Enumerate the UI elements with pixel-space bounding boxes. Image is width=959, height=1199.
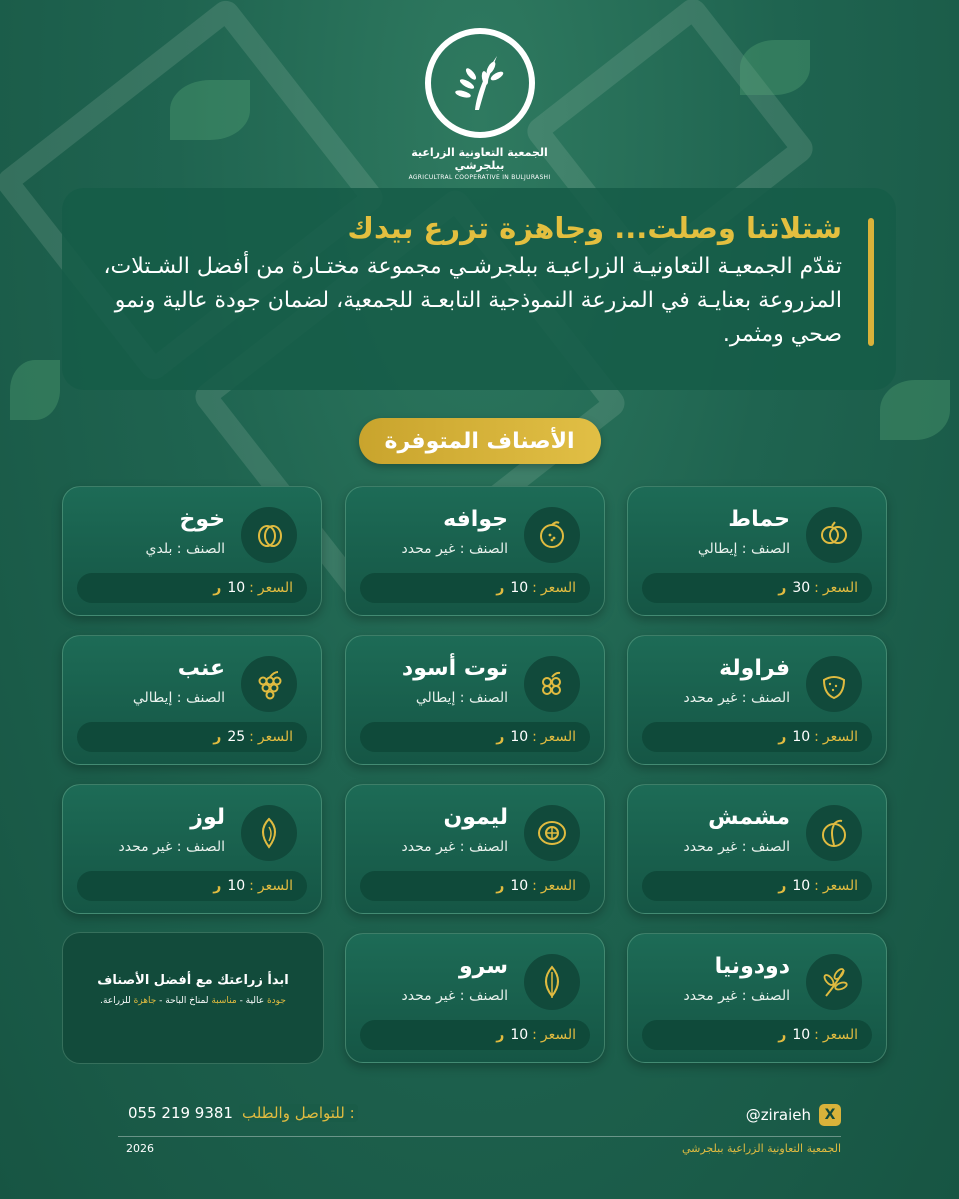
price-separator: : [249,729,254,745]
product-card[interactable] [345,486,605,616]
type-value: بلدي [145,541,173,557]
product-card[interactable] [345,784,605,914]
price-bar [77,871,307,901]
strawberry-icon [806,656,862,712]
type-label: الصنف [468,988,508,1004]
type-value: غير محدد [401,988,456,1004]
type-value: إيطالي [697,541,738,557]
promo-word: جودة [266,996,286,1006]
product-card[interactable] [627,933,887,1063]
price-separator: : [532,1027,537,1043]
product-card[interactable] [62,486,322,616]
lemon-icon [524,805,580,861]
product-card[interactable] [62,635,322,765]
type-label: الصنف [750,839,790,855]
riyal-icon: ر [496,878,505,894]
price-label: السعر [822,729,858,745]
type-value: إيطالي [415,690,456,706]
product-card[interactable] [345,933,605,1063]
price-value: 10 [510,878,529,894]
product-name: خوخ [179,507,225,532]
type-label: الصنف [185,690,225,706]
type-label: الصنف [185,541,225,557]
product-type: الصنف : غير محدد [118,839,225,855]
footer-divider [118,1136,841,1137]
product-card[interactable] [345,635,605,765]
price-label: السعر [540,878,576,894]
blackberry-icon [524,656,580,712]
promo-word: مناسبة [211,996,237,1006]
background-leaf [880,380,950,440]
price-value: 30 [792,580,811,596]
product-card[interactable] [627,784,887,914]
riyal-icon: ر [213,878,222,894]
product-name: جوافه [443,507,508,532]
product-card[interactable] [62,784,322,914]
price-separator: : [532,580,537,596]
section-title: الأصناف المتوفرة [359,418,601,464]
product-card[interactable] [627,635,887,765]
price-value: 10 [792,1027,811,1043]
price-label: السعر [540,1027,576,1043]
price-label: السعر [822,1027,858,1043]
type-label: الصنف [468,839,508,855]
product-type: الصنف : غير محدد [683,988,790,1004]
background-leaf [10,360,60,420]
contact-info[interactable] [128,1104,358,1122]
riyal-icon: ر [213,729,222,745]
riyal-icon: ر [778,1027,787,1043]
product-name: دودونيا [714,954,790,979]
riyal-icon: ر [496,580,505,596]
promo-word: جاهزة [133,996,157,1006]
x-icon[interactable]: X [819,1104,841,1126]
phone-number[interactable]: 055 219 9381 [128,1104,233,1122]
guava-icon [524,507,580,563]
type-value: إيطالي [132,690,173,706]
price-label: السعر [822,878,858,894]
contact-label: للتواصل والطلب : [239,1104,358,1122]
promo-word: عالية - [236,996,265,1006]
price-bar [642,722,872,752]
type-label: الصنف [185,839,225,855]
dodonaea-icon [806,954,862,1010]
logo [400,28,560,181]
background-leaf [740,40,810,95]
intro-box [62,188,896,390]
promo-subtitle [63,996,323,1006]
price-separator: : [814,729,819,745]
type-value: غير محدد [683,690,738,706]
price-label: السعر [257,580,293,596]
type-value: غير محدد [683,988,738,1004]
price-separator: : [249,878,254,894]
price-bar [642,871,872,901]
type-value: غير محدد [683,839,738,855]
promo-word: لمناخ الباحة - [156,996,209,1006]
logo-name-ar: الجمعية التعاونية الزراعية ببلجرشي [411,146,548,172]
apricot-icon [806,805,862,861]
product-name: مشمش [708,805,790,830]
price-bar [360,871,590,901]
riyal-icon: ر [496,1027,505,1043]
product-type: الصنف : غير محدد [683,690,790,706]
price-value: 10 [792,729,811,745]
product-name: سرو [459,954,508,979]
intro-title: شتلاتنا وصلت... وجاهزة تزرع بيدك [347,211,842,245]
figs-icon [806,507,862,563]
product-type: الصنف : بلدي [145,541,225,557]
price-value: 10 [510,580,529,596]
accent-bar [868,218,874,346]
footer-org-name: الجمعية التعاونية الزراعية ببلجرشي [681,1142,841,1155]
riyal-icon: ر [213,580,222,596]
social-handle[interactable] [746,1104,841,1126]
type-value: غير محدد [118,839,173,855]
product-name: عنب [177,656,225,681]
price-value: 10 [510,1027,529,1043]
wheat-icon [445,48,515,118]
price-separator: : [532,729,537,745]
price-separator: : [814,878,819,894]
price-separator: : [814,580,819,596]
price-bar [77,722,307,752]
grapes-icon [241,656,297,712]
price-separator: : [249,580,254,596]
product-type: الصنف : إيطالي [697,541,790,557]
type-label: الصنف [750,690,790,706]
product-type: الصنف : غير محدد [401,839,508,855]
promo-word: للزراعة. [100,996,131,1006]
handle-text[interactable]: @ziraieh [745,1106,811,1124]
price-separator: : [532,878,537,894]
price-separator: : [814,1027,819,1043]
price-label: السعر [540,580,576,596]
logo-name-en: AGRICULTRAL COOPERATIVE IN BULJURASHI [408,174,551,181]
price-bar [77,573,307,603]
price-value: 10 [792,878,811,894]
price-value: 10 [510,729,529,745]
riyal-icon: ر [778,580,787,596]
price-bar [642,1020,872,1050]
logo-badge [425,28,535,138]
price-bar [360,573,590,603]
price-bar [360,722,590,752]
product-name: فراولة [719,656,790,681]
price-bar [360,1020,590,1050]
price-label: السعر [540,729,576,745]
price-label: السعر [257,729,293,745]
product-name: ليمون [443,805,508,830]
product-name: توت أسود [401,656,508,681]
footer-year: 2026 [126,1142,154,1155]
price-value: 10 [227,878,246,894]
product-type: الصنف : غير محدد [683,839,790,855]
product-type: الصنف : غير محدد [401,541,508,557]
intro-body: تقدّم الجمعيـة التعاونيـة الزراعيـة ببلجرشـي مجموعة مختـارة من أفضل الشـتلات، المزروعة بعنايـة في المزرعة النموذجية التابعـة للجمعية، لضمان جودة عالية ونمو صحي ومثمر. [103,254,842,348]
type-value: غير محدد [401,839,456,855]
type-label: الصنف [750,541,790,557]
type-value: غير محدد [401,541,456,557]
type-label: الصنف [468,690,508,706]
product-type: الصنف : إيطالي [415,690,508,706]
product-type: الصنف : إيطالي [132,690,225,706]
product-card[interactable] [627,486,887,616]
price-label: السعر [822,580,858,596]
price-value: 25 [227,729,246,745]
product-type: الصنف : غير محدد [401,988,508,1004]
product-name: لوز [190,805,225,830]
price-value: 10 [227,580,246,596]
product-name: حماط [728,507,790,532]
promo-title: ابدأ زراعتك مع أفضل الأصناف [97,973,289,988]
promo-card [62,932,324,1064]
riyal-icon: ر [496,729,505,745]
type-label: الصنف [750,988,790,1004]
background-leaf [170,80,250,140]
riyal-icon: ر [778,878,787,894]
riyal-icon: ر [778,729,787,745]
peach-icon [241,507,297,563]
almond-icon [241,805,297,861]
price-label: السعر [257,878,293,894]
price-bar [642,573,872,603]
cypress-icon [524,954,580,1010]
type-label: الصنف [468,541,508,557]
